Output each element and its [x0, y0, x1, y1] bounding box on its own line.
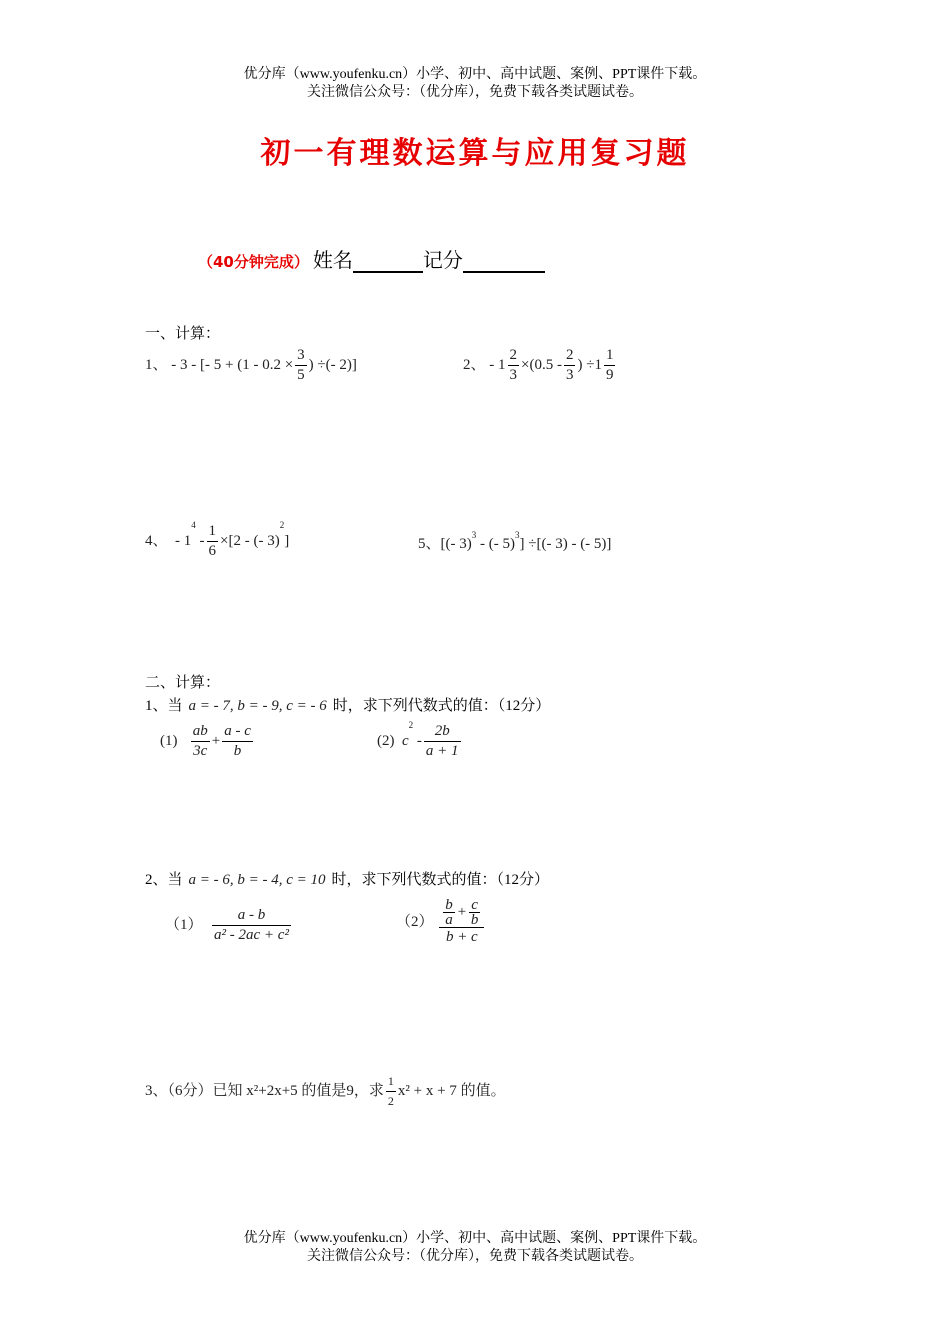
- question-2-2-part-2: （2） $\frac{b}{a}$ + $\frac{c}{b}$ b + c: [396, 898, 486, 947]
- question-2-3: 3、（6分）已知 x²+2x+5 的值是9，求 $\frac{1}{2}$ x² + x + 7 的值。: [145, 1074, 506, 1108]
- problem-1-1: 1、 - 3 - [- 5 + (1 - 0.2 × $\frac{3}{5}$ ) ÷(- 2)]: [145, 347, 357, 383]
- problem-number: 2、: [463, 356, 486, 373]
- time-note: （40分钟完成）: [198, 253, 309, 271]
- score-label: 记分: [422, 248, 463, 272]
- problem-1-5: 5、[(- 3)$^3$ - (- 5)$^3$] ÷[(- 3) - (- 5)]: [418, 530, 612, 552]
- name-label: 姓名: [312, 248, 353, 272]
- footer-line-2: 关注微信公众号：（优分库），免费下载各类试题试卷。: [307, 1249, 643, 1264]
- given-values: a = - 7, b = - 9, c = - 6: [188, 698, 327, 714]
- question-2-1: 1、当 a = - 7, b = - 9, c = - 6 时，求下列代数式的值：（12分）: [145, 698, 551, 714]
- problem-number: 4、: [145, 532, 168, 549]
- problem-number: 5、: [418, 536, 441, 552]
- header-line-2: 关注微信公众号：（优分库），免费下载各类试题试卷。: [307, 85, 643, 100]
- question-2-2: 2、当 a = - 6, b = - 4, c = 10 时，求下列代数式的值：（12分）: [145, 872, 550, 888]
- info-line: [198, 244, 545, 273]
- problem-1-4: 4、 - $1^4$ - $\frac{1}{6}$ ×[2 - (- 3)$^2$]: [145, 520, 290, 559]
- section-1-heading: 一、计算：: [145, 326, 221, 342]
- name-blank[interactable]: [353, 253, 423, 273]
- header-line-1: 优分库（www.youfenku.cn）小学、初中、高中试题、案例、PPT课件下载。: [243, 67, 707, 82]
- problem-number: 1、: [145, 356, 168, 373]
- problem-1-2: 2、 - 1 $\frac{2}{3}$ ×(0.5 - $\frac{2}{3}$ ) ÷1 $\frac{1}{9}$: [463, 347, 614, 383]
- question-2-1-part-2: (2) $c^2$ - $\frac{2b}{a + 1}$: [377, 720, 459, 759]
- footer-line-1: 优分库（www.youfenku.cn）小学、初中、高中试题、案例、PPT课件下载。: [243, 1231, 707, 1246]
- page-title: 初一有理数运算与应用复习题: [260, 136, 690, 171]
- question-2-1-part-1: (1) $\frac{ab}{3c}$ + $\frac{a - c}{b}$: [160, 723, 251, 759]
- score-blank[interactable]: [463, 253, 545, 273]
- given-values: a = - 6, b = - 4, c = 10: [188, 872, 326, 888]
- question-2-2-part-1: （1） $\frac{a - b}{\text{a² - 2ac + c²}}$: [165, 907, 289, 943]
- section-2-heading: 二、计算：: [145, 675, 221, 691]
